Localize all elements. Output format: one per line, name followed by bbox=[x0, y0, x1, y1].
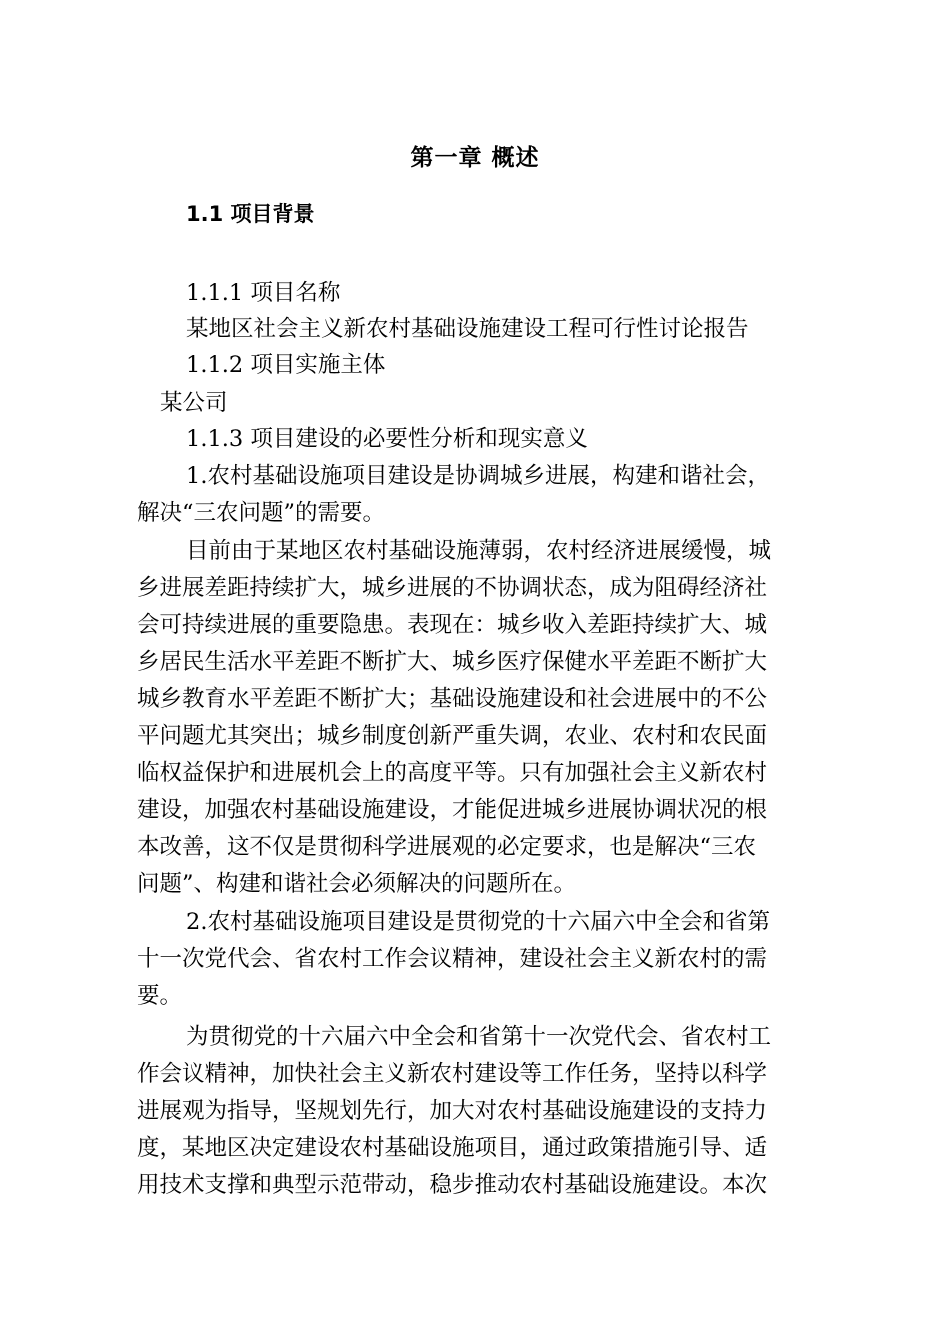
paragraph-line: 乡居民生活水平差距不断扩大、城乡医疗保健水平差距不断扩大 bbox=[137, 649, 768, 675]
paragraph-line: 问题”、构建和谐社会必须解决的问题所在。 bbox=[137, 871, 577, 897]
section-title: 1.1 项目背景 bbox=[186, 202, 315, 226]
chapter-title: 第一章 概述 bbox=[410, 145, 540, 171]
paragraph-line: 建设，加强农村基础设施建设，才能促进城乡进展协调状况的根 bbox=[137, 797, 768, 823]
paragraph-line: 用技术支撑和典型示范带动，稳步推动农村基础设施建设。本次 bbox=[137, 1172, 768, 1198]
paragraph-line: 目前由于某地区农村基础设施薄弱，农村经济进展缓慢，城 bbox=[186, 538, 772, 564]
paragraph-line: 解决“三农问题”的需要。 bbox=[137, 500, 386, 526]
paragraph-line: 本改善，这不仅是贯彻科学进展观的必定要求，也是解决“三农 bbox=[137, 834, 757, 860]
paragraph-line: 要。 bbox=[137, 983, 183, 1009]
paragraph-line: 度，某地区决定建设农村基础设施项目，通过政策措施引导、适 bbox=[137, 1135, 768, 1161]
paragraph-line: 2.农村基础设施项目建设是贯彻党的十六届六中全会和省第 bbox=[186, 909, 770, 935]
paragraph-line: 乡进展差距持续扩大，城乡进展的不协调状态，成为阻碍经济社 bbox=[137, 575, 768, 601]
paragraph-line: 平问题尤其突出；城乡制度创新严重失调，农业、农村和农民面 bbox=[137, 723, 768, 749]
paragraph-line: 临权益保护和进展机会上的高度平等。只有加强社会主义新农村 bbox=[137, 760, 768, 786]
paragraph-line: 进展观为指导，坚规划先行，加大对农村基础设施建设的支持力 bbox=[137, 1098, 768, 1124]
implementer-text: 某公司 bbox=[160, 390, 228, 416]
subsection-heading-project-name: 1.1.1 项目名称 bbox=[186, 280, 341, 306]
project-name-text: 某地区社会主义新农村基础设施建设工程可行性讨论报告 bbox=[186, 316, 749, 342]
paragraph-line: 会可持续进展的重要隐患。表现在：城乡收入差距持续扩大、城 bbox=[137, 612, 768, 638]
paragraph-line: 作会议精神，加快社会主义新农村建设等工作任务，坚持以科学 bbox=[137, 1061, 768, 1087]
paragraph-line: 城乡教育水平差距不断扩大；基础设施建设和社会进展中的不公 bbox=[137, 686, 768, 712]
paragraph-line: 为贯彻党的十六届六中全会和省第十一次党代会、省农村工 bbox=[186, 1024, 772, 1050]
subsection-heading-implementer: 1.1.2 项目实施主体 bbox=[186, 352, 386, 378]
paragraph-line: 十一次党代会、省农村工作会议精神，建设社会主义新农村的需 bbox=[137, 946, 768, 972]
subsection-heading-necessity: 1.1.3 项目建设的必要性分析和现实意义 bbox=[186, 426, 588, 452]
paragraph-line: 1.农村基础设施项目建设是协调城乡进展，构建和谐社会， bbox=[186, 463, 770, 489]
